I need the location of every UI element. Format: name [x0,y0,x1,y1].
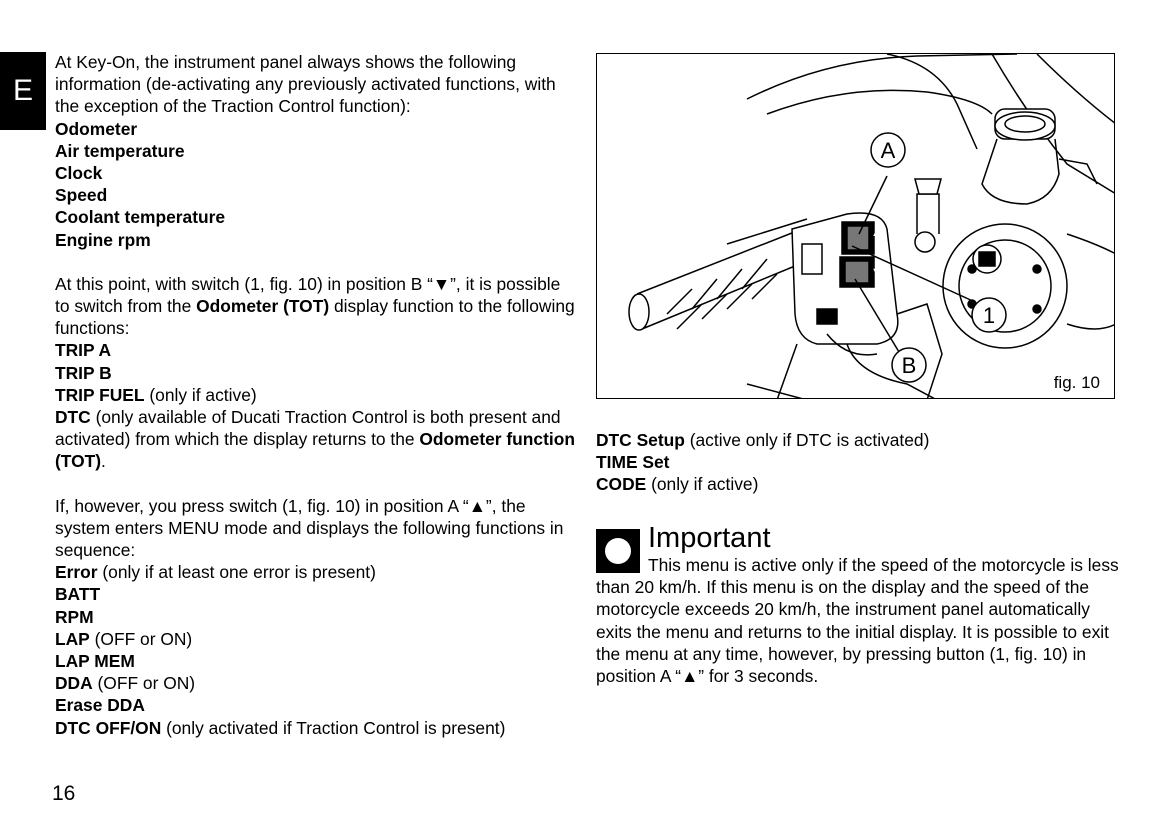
handlebar-illustration [597,54,1115,399]
section-tab-letter: E [12,74,33,107]
important-icon [596,529,640,573]
menu-item: BATT [55,584,101,605]
callout-b: B [901,353,917,378]
figure-caption: fig. 10 [1053,373,1100,392]
trip-a: TRIP A [55,340,112,361]
keyon-item: Clock [55,163,103,184]
dtc-paragraph: DTC (only available of Ducati Traction Control is both present and activated) from which the display returns to the Odometer function (TOT). [55,407,575,472]
menu-item: LAP MEM [55,651,135,672]
important-title: Important [648,522,771,554]
menu-item: DTC Setup (active only if DTC is activated) [596,430,930,450]
menu-item: Erase DDA [55,695,145,716]
menu-item: TIME Set [596,452,670,473]
keyon-item: Speed [55,185,108,206]
menu-item: DTC OFF/ON (only activated if Traction Control is present) [55,717,506,738]
left-column [55,51,575,739]
svg-text:▲: ▲ [871,227,882,239]
keyon-item: Air temperature [55,140,185,161]
switch-a-paragraph: If, however, you press switch (1, fig. 10) in position A “▲”, the system enters MENU mode and displays the following functions in sequence: [55,495,564,561]
page-number: 16 [52,782,76,805]
menu-item: RPM [55,606,94,627]
menu-item: Error (only if at least one error is present) [55,562,376,583]
trip-b: TRIP B [55,362,112,383]
switch-b-paragraph: At this point, with switch (1, fig. 10) in position B “▼”, it is possible to switch from the Odometer (TOT) display function to the following functions: [55,273,575,339]
section-tab [0,52,46,130]
callout-1: 1 [982,303,996,328]
important-text: This menu is active only if the speed of the motorcycle is less than 20 km/h. If this menu is on the display and the speed of the motorcycle exceeds 20 km/h, the instrument panel automatically exits the menu and returns to the initial display. It is possible to exit the menu at any time, however, by pressing button (1, fig. 10) in position A “▲” for 3 seconds. [596,555,1119,687]
menu-item: CODE (only if active) [596,474,759,495]
keyon-item: Odometer [55,118,138,139]
menu-item: DDA (OFF or ON) [55,673,196,694]
keyon-item: Coolant temperature [55,207,226,228]
figure-10 [596,53,1115,399]
svg-text:▼: ▼ [871,266,882,278]
keyon-item: Engine rpm [55,229,151,250]
menu-item: LAP (OFF or ON) [55,628,193,649]
callout-a: A [880,138,896,163]
important-note [596,522,1121,687]
right-column [596,429,1121,496]
trip-fuel: TRIP FUEL (only if active) [55,384,257,405]
intro-paragraph: At Key-On, the instrument panel always shows the following information (de-activating any previously activated functions, with the exception of the Traction Control function): [55,52,556,117]
